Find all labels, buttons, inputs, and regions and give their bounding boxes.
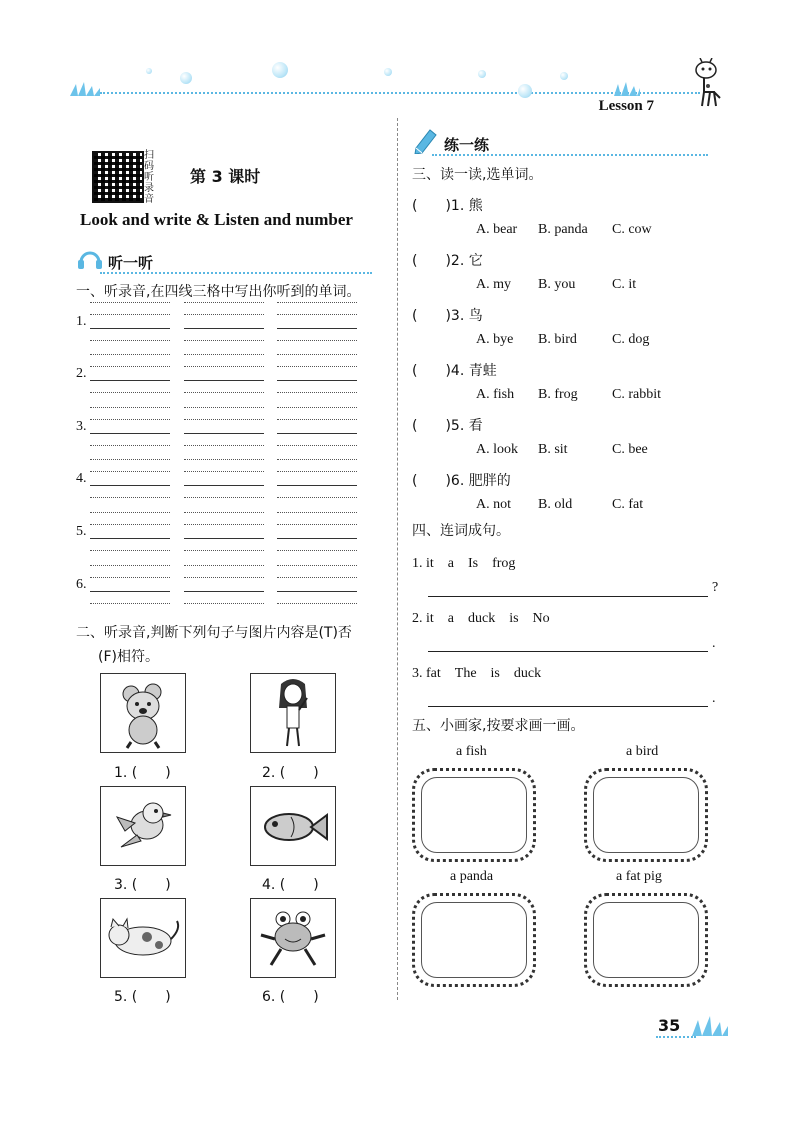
four-line-grid[interactable] bbox=[90, 352, 170, 402]
grid-line bbox=[277, 407, 357, 408]
grid-line bbox=[277, 591, 357, 592]
four-line-grid[interactable] bbox=[184, 563, 264, 613]
four-line-grid[interactable] bbox=[277, 510, 357, 560]
bubble-icon bbox=[478, 70, 486, 78]
grid-line bbox=[184, 314, 264, 315]
row-number: 5. bbox=[76, 524, 87, 539]
headphones-icon bbox=[76, 244, 104, 272]
bubble-icon bbox=[272, 62, 288, 78]
grid-line bbox=[184, 538, 264, 539]
row-number: 2. bbox=[76, 366, 87, 381]
mc-option-c: C. rabbit bbox=[612, 387, 661, 402]
grid-line bbox=[90, 459, 170, 460]
picture-label-1[interactable]: 1. ( ) bbox=[114, 765, 171, 781]
four-line-grid[interactable] bbox=[90, 405, 170, 455]
bubble-icon bbox=[384, 68, 392, 76]
q4-title: 四、连词成句。 bbox=[412, 523, 510, 539]
grid-line bbox=[277, 419, 357, 420]
mc-option-b: B. old bbox=[538, 497, 573, 512]
grid-line bbox=[90, 577, 170, 578]
giraffe-icon bbox=[690, 58, 730, 110]
draw-box-fish[interactable] bbox=[412, 768, 536, 862]
mc-option-a: A. look bbox=[476, 442, 518, 457]
grid-line bbox=[277, 497, 357, 498]
answer-line-1[interactable] bbox=[428, 596, 708, 597]
mc-question-5[interactable]: ( )5. 看 bbox=[412, 418, 483, 434]
fish-icon bbox=[251, 787, 335, 865]
picture-label-2[interactable]: 2. ( ) bbox=[262, 765, 319, 781]
grid-line bbox=[184, 380, 264, 381]
row-number: 6. bbox=[76, 577, 87, 592]
writing-row bbox=[76, 352, 366, 402]
grid-line bbox=[184, 485, 264, 486]
picture-bear bbox=[100, 673, 186, 753]
grid-line bbox=[184, 550, 264, 551]
mc-option-a: A. not bbox=[476, 497, 511, 512]
grid-line bbox=[90, 485, 170, 486]
picture-label-3[interactable]: 3. ( ) bbox=[114, 877, 171, 893]
q2-title-line2: (F)相符。 bbox=[98, 649, 159, 665]
grid-line bbox=[90, 497, 170, 498]
draw-box-fat-pig[interactable] bbox=[584, 893, 708, 987]
mc-option-a: A. bear bbox=[476, 222, 518, 237]
mc-option-b: B. frog bbox=[538, 387, 578, 402]
mc-option-c: C. cow bbox=[612, 222, 652, 237]
grid-line bbox=[184, 354, 264, 355]
grid-line bbox=[277, 471, 357, 472]
bubble-icon bbox=[518, 84, 532, 98]
row-number: 3. bbox=[76, 419, 87, 434]
qr-caption: 扫码听录音 bbox=[144, 150, 154, 205]
mc-option-b: B. you bbox=[538, 277, 576, 292]
lesson-label: Lesson 7 bbox=[598, 98, 654, 114]
grid-line bbox=[90, 445, 170, 446]
four-line-grid[interactable] bbox=[90, 563, 170, 613]
grid-line bbox=[90, 603, 170, 604]
mc-option-c: C. fat bbox=[612, 497, 644, 512]
grid-line bbox=[277, 550, 357, 551]
grid-line bbox=[277, 459, 357, 460]
practice-section-header bbox=[412, 124, 489, 155]
four-line-grid[interactable] bbox=[184, 352, 264, 402]
grid-line bbox=[90, 392, 170, 393]
grid-line bbox=[184, 445, 264, 446]
grid-line bbox=[277, 524, 357, 525]
picture-frog bbox=[250, 898, 336, 978]
mc-question-2[interactable]: ( )2. 它 bbox=[412, 253, 483, 269]
lesson-title: 第 3 课时 bbox=[190, 167, 261, 186]
grid-line bbox=[90, 512, 170, 513]
mc-option-c: C. it bbox=[612, 277, 637, 292]
answer-line-2[interactable] bbox=[428, 651, 708, 652]
sentence-words-2: 2. it a duck is No bbox=[412, 611, 550, 626]
grid-line bbox=[184, 392, 264, 393]
four-line-grid[interactable] bbox=[184, 510, 264, 560]
grid-line bbox=[90, 314, 170, 315]
writing-row bbox=[76, 563, 366, 613]
grid-line bbox=[277, 392, 357, 393]
mc-question-1[interactable]: ( )1. 熊 bbox=[412, 198, 483, 214]
picture-fish bbox=[250, 786, 336, 866]
grid-line bbox=[90, 550, 170, 551]
four-line-grid[interactable] bbox=[277, 457, 357, 507]
grid-line bbox=[277, 302, 357, 303]
practice-underline bbox=[432, 154, 708, 156]
grid-line bbox=[90, 433, 170, 434]
grid-line bbox=[184, 366, 264, 367]
mc-option-c: C. bee bbox=[612, 442, 648, 457]
four-line-grid[interactable] bbox=[184, 405, 264, 455]
cat-icon bbox=[101, 899, 185, 977]
q5-title: 五、小画家,按要求画一画。 bbox=[412, 718, 585, 734]
q3-title: 三、读一读,选单词。 bbox=[412, 167, 543, 183]
grass-icon bbox=[612, 82, 642, 98]
mc-option-b: B. sit bbox=[538, 442, 568, 457]
grid-line bbox=[277, 485, 357, 486]
bubble-icon bbox=[560, 72, 568, 80]
bear-icon bbox=[101, 674, 185, 752]
mc-option-a: A. fish bbox=[476, 387, 515, 402]
four-line-grid[interactable] bbox=[90, 457, 170, 507]
grid-line bbox=[90, 366, 170, 367]
grid-line bbox=[184, 577, 264, 578]
sentence-end-2: . bbox=[712, 636, 716, 651]
grid-line bbox=[90, 328, 170, 329]
grid-line bbox=[90, 524, 170, 525]
picture-cat bbox=[100, 898, 186, 978]
grid-line bbox=[277, 366, 357, 367]
grid-line bbox=[277, 512, 357, 513]
four-line-grid[interactable] bbox=[277, 352, 357, 402]
grid-line bbox=[184, 419, 264, 420]
bubble-icon bbox=[180, 72, 192, 84]
answer-line-3[interactable] bbox=[428, 706, 708, 707]
mc-question-4[interactable]: ( )4. 青蛙 bbox=[412, 363, 497, 379]
grid-line bbox=[184, 512, 264, 513]
grid-line bbox=[90, 407, 170, 408]
four-line-grid[interactable] bbox=[277, 300, 357, 350]
grid-line bbox=[184, 591, 264, 592]
picture-girl bbox=[250, 673, 336, 753]
sentence-words-1: 1. it a Is frog bbox=[412, 556, 516, 571]
grid-line bbox=[184, 471, 264, 472]
four-line-grid[interactable] bbox=[277, 563, 357, 613]
grid-line bbox=[184, 524, 264, 525]
listen-underline bbox=[100, 272, 372, 274]
grass-icon bbox=[68, 82, 102, 98]
grid-line bbox=[277, 603, 357, 604]
mc-option-a: A. bye bbox=[476, 332, 514, 347]
grid-line bbox=[277, 340, 357, 341]
sentence-end-1: ? bbox=[712, 580, 719, 595]
mc-option-b: B. panda bbox=[538, 222, 588, 237]
grass-icon bbox=[690, 1014, 730, 1038]
picture-bird bbox=[100, 786, 186, 866]
draw-label-fat-pig: a fat pig bbox=[616, 869, 662, 884]
mc-question-3[interactable]: ( )3. 鸟 bbox=[412, 308, 483, 324]
grid-line bbox=[277, 354, 357, 355]
four-line-grid[interactable] bbox=[90, 300, 170, 350]
qr-code-icon[interactable] bbox=[92, 151, 144, 203]
listen-header-text: 听一听 bbox=[108, 254, 154, 272]
grid-line bbox=[184, 407, 264, 408]
draw-label-fish: a fish bbox=[456, 744, 487, 759]
grid-line bbox=[90, 354, 170, 355]
grid-line bbox=[277, 433, 357, 434]
four-line-grid[interactable] bbox=[277, 405, 357, 455]
grid-line bbox=[90, 380, 170, 381]
grid-line bbox=[184, 302, 264, 303]
row-number: 4. bbox=[76, 471, 87, 486]
picture-label-5[interactable]: 5. ( ) bbox=[114, 989, 171, 1005]
girl-icon bbox=[251, 674, 335, 752]
four-line-grid[interactable] bbox=[90, 510, 170, 560]
grid-line bbox=[277, 565, 357, 566]
picture-label-6[interactable]: 6. ( ) bbox=[262, 989, 319, 1005]
grid-line bbox=[90, 302, 170, 303]
grid-line bbox=[90, 565, 170, 566]
grid-line bbox=[90, 340, 170, 341]
four-line-grid[interactable] bbox=[184, 300, 264, 350]
four-line-grid[interactable] bbox=[184, 457, 264, 507]
q2-title-line1: 二、听录音,判断下列句子与图片内容是(T)否 bbox=[76, 625, 352, 641]
mc-question-6[interactable]: ( )6. 肥胖的 bbox=[412, 473, 511, 489]
grid-line bbox=[184, 565, 264, 566]
header-dotted-line bbox=[100, 92, 700, 94]
draw-box-bird[interactable] bbox=[584, 768, 708, 862]
listen-section-header bbox=[76, 242, 153, 273]
q1-title: 一、听录音,在四线三格中写出你听到的单词。 bbox=[76, 284, 361, 300]
practice-header-text: 练一练 bbox=[444, 136, 490, 154]
grid-line bbox=[184, 497, 264, 498]
draw-label-panda: a panda bbox=[450, 869, 494, 884]
writing-row bbox=[76, 300, 366, 350]
pencil-icon bbox=[412, 126, 440, 154]
grid-line bbox=[277, 380, 357, 381]
row-number: 1. bbox=[76, 314, 87, 329]
sentence-end-3: . bbox=[712, 691, 716, 706]
column-divider bbox=[397, 118, 398, 1000]
grid-line bbox=[90, 419, 170, 420]
picture-label-4[interactable]: 4. ( ) bbox=[262, 877, 319, 893]
grid-line bbox=[90, 538, 170, 539]
main-title: Look and write & Listen and number bbox=[80, 210, 353, 229]
grid-line bbox=[90, 591, 170, 592]
grid-line bbox=[277, 577, 357, 578]
mc-option-c: C. dog bbox=[612, 332, 650, 347]
grid-line bbox=[184, 433, 264, 434]
grid-line bbox=[277, 538, 357, 539]
grid-line bbox=[277, 328, 357, 329]
writing-row bbox=[76, 405, 366, 455]
mc-option-a: A. my bbox=[476, 277, 511, 292]
grid-line bbox=[277, 445, 357, 446]
grid-line bbox=[277, 314, 357, 315]
grid-line bbox=[184, 459, 264, 460]
draw-label-bird: a bird bbox=[626, 744, 659, 759]
writing-row bbox=[76, 457, 366, 507]
page-number: 35 bbox=[658, 1016, 681, 1035]
bird-icon bbox=[101, 787, 185, 865]
draw-box-panda[interactable] bbox=[412, 893, 536, 987]
grid-line bbox=[184, 328, 264, 329]
grid-line bbox=[184, 603, 264, 604]
grid-line bbox=[90, 471, 170, 472]
grid-line bbox=[184, 340, 264, 341]
writing-row bbox=[76, 510, 366, 560]
mc-option-b: B. bird bbox=[538, 332, 577, 347]
frog-icon bbox=[251, 899, 335, 977]
bubble-icon bbox=[146, 68, 152, 74]
sentence-words-3: 3. fat The is duck bbox=[412, 666, 542, 681]
